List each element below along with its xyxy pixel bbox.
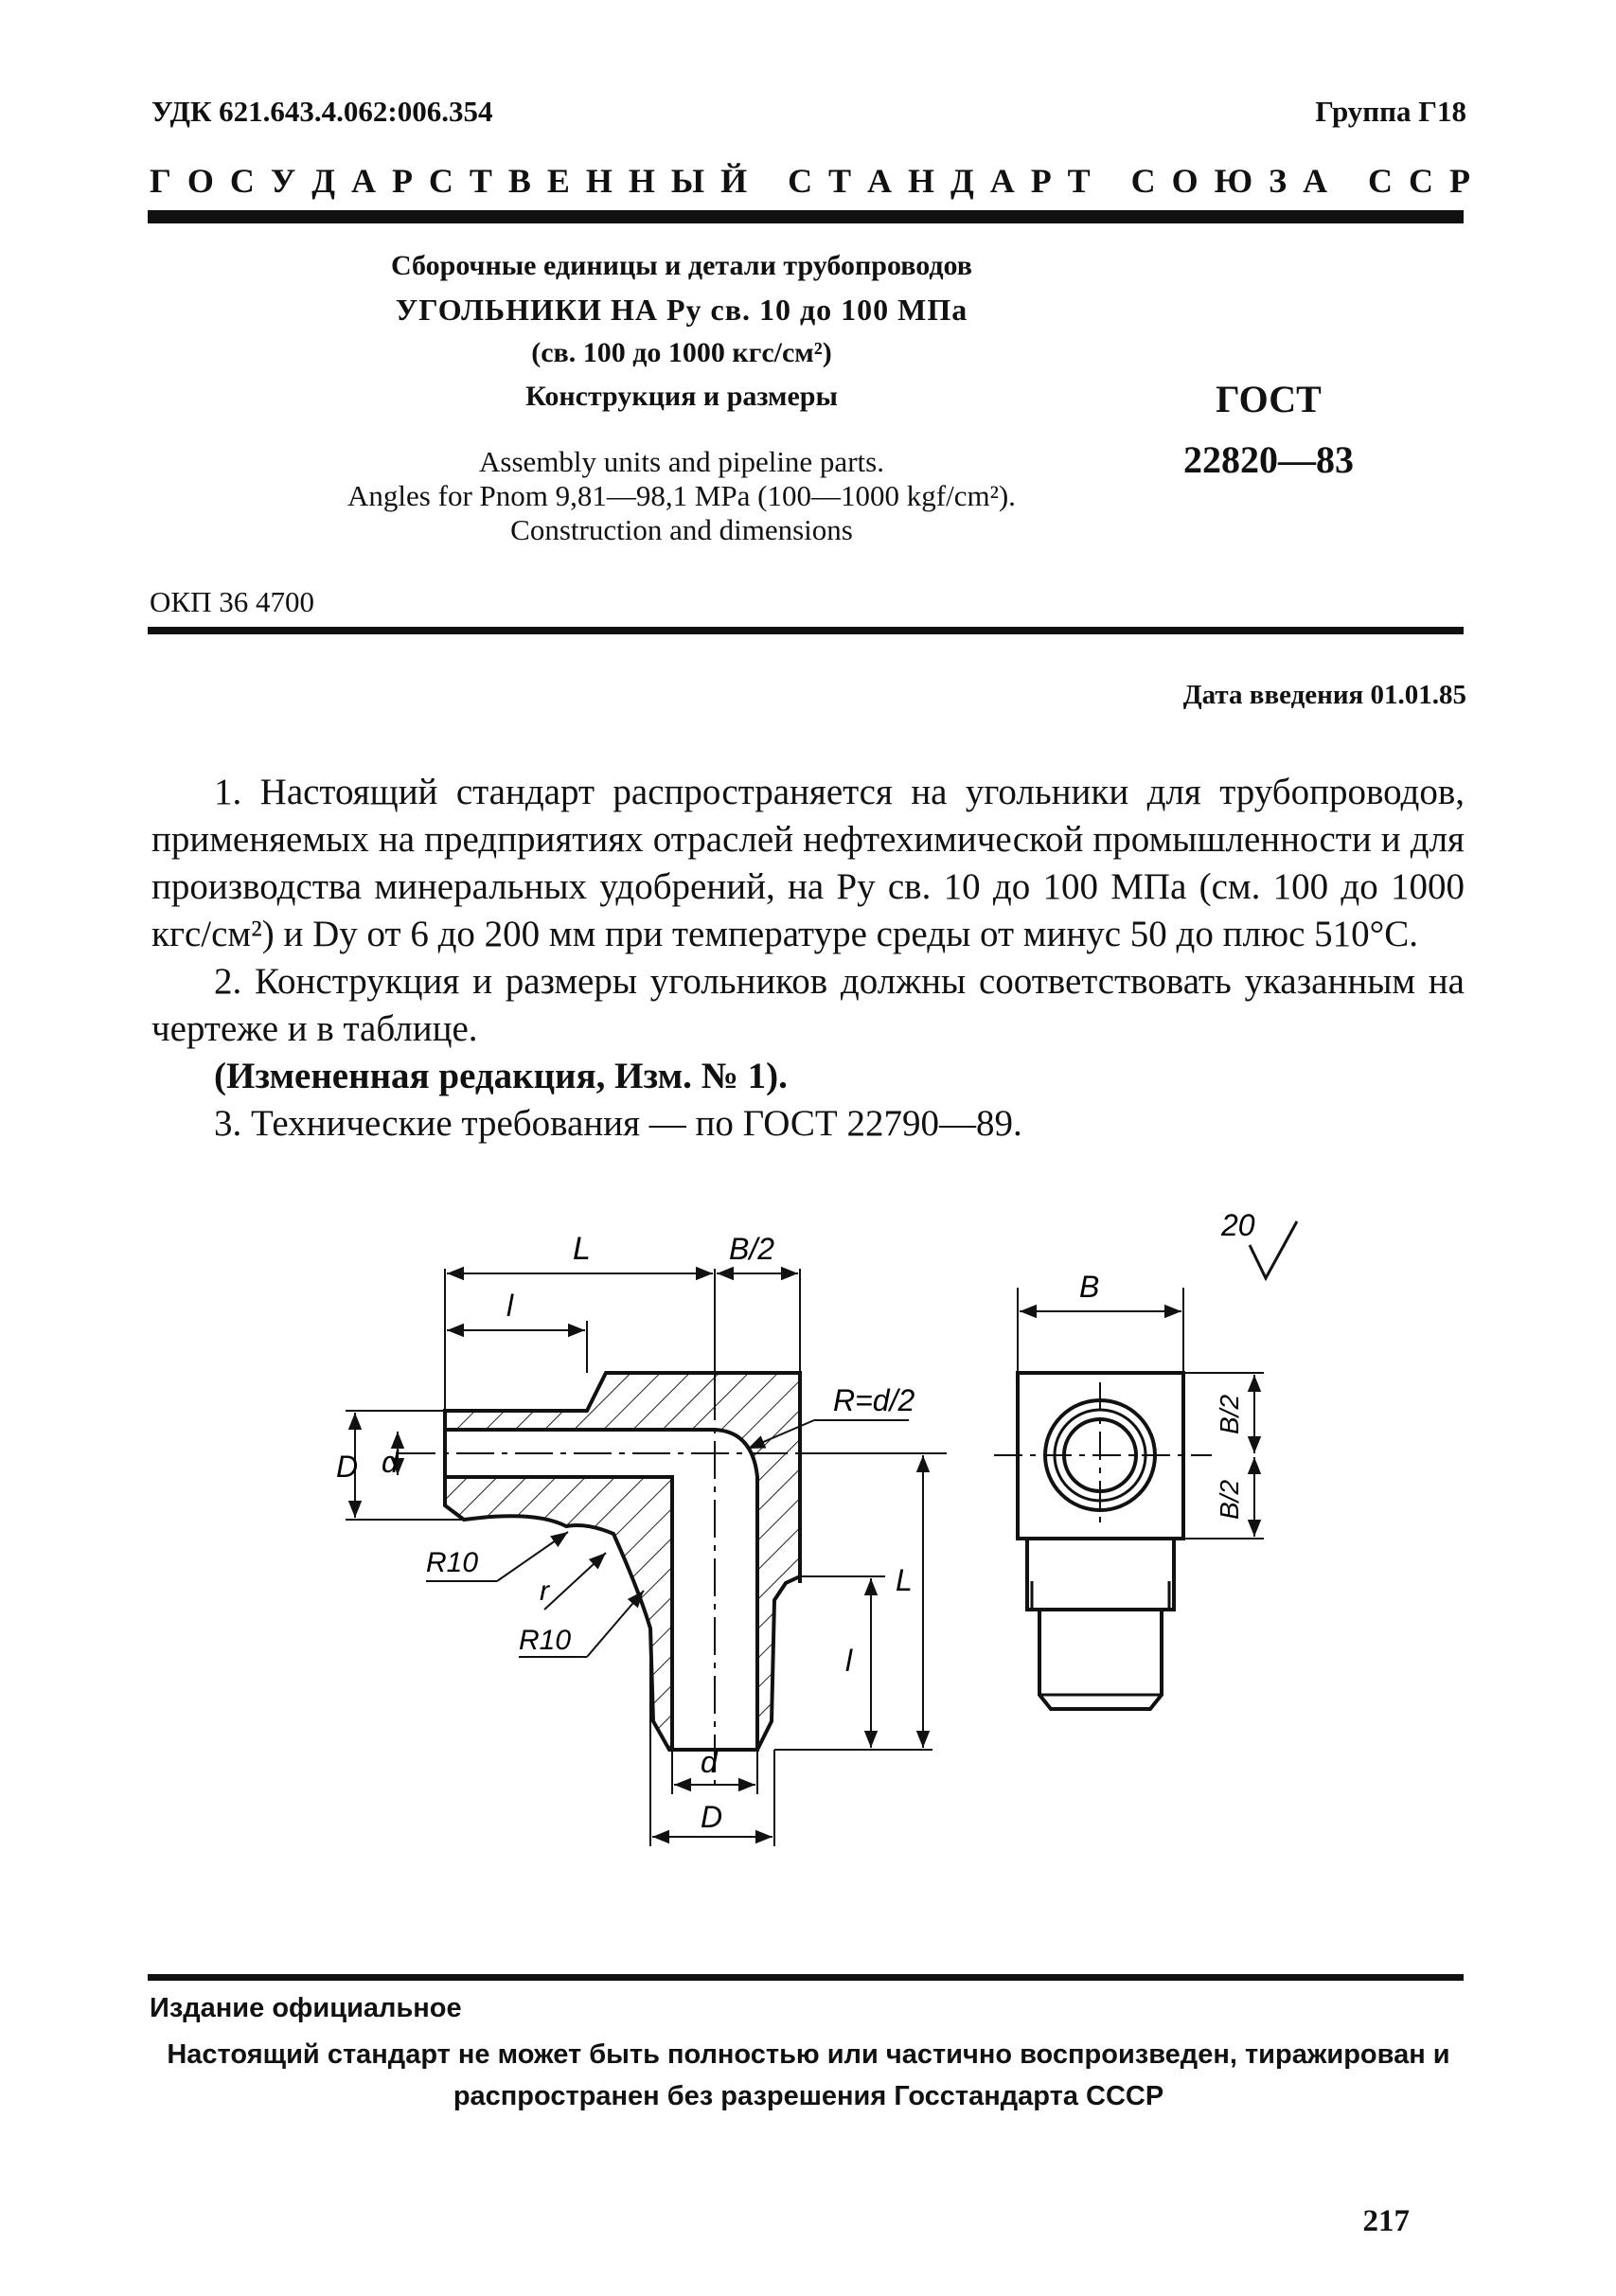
- title-rule: [148, 627, 1464, 634]
- heading-letter: Р: [1448, 162, 1470, 200]
- label-D-left: D: [336, 1450, 359, 1484]
- footer-rule: [148, 1974, 1464, 1981]
- paragraph-3: 3. Технические требования — по ГОСТ 22790—89.: [214, 1103, 1022, 1144]
- label-B2-lower: B/2: [1215, 1479, 1244, 1520]
- label-L-right: L: [896, 1563, 913, 1597]
- label-l-right: l: [845, 1644, 853, 1678]
- heading-letter: Р: [391, 162, 413, 200]
- label-d-bottom: d: [701, 1745, 718, 1779]
- heading-letter: З: [1269, 162, 1287, 200]
- heading-letter: Н: [908, 162, 935, 200]
- label-R10-upper: R10: [426, 1547, 479, 1578]
- official-edition: Издание официальное: [150, 1993, 462, 2023]
- roughness-symbol: [1220, 1208, 1297, 1278]
- title-line-1: Сборочные единицы и детали трубопроводов: [391, 250, 972, 281]
- heading-letter: Ы: [670, 162, 705, 200]
- heading-letter: [1343, 161, 1352, 201]
- heading-letter: Т: [469, 162, 492, 200]
- label-R10-lower: R10: [519, 1625, 572, 1656]
- heading-letter: [763, 161, 772, 201]
- heading-letter: Й: [720, 162, 748, 200]
- amendment-note: (Измененная редакция, Изм. № 1).: [214, 1056, 788, 1096]
- dim-radii: [426, 1532, 644, 1657]
- heading-letter: О: [186, 162, 214, 200]
- label-B2-top: B/2: [729, 1232, 775, 1266]
- okp-code: ОКП 36 4700: [150, 585, 314, 618]
- heading-letter: Т: [1067, 162, 1091, 200]
- heading-letter: Е: [546, 162, 570, 200]
- gost-number: 22820—83: [1183, 438, 1354, 481]
- title-block: [151, 244, 1212, 418]
- page-number: 217: [1362, 2204, 1410, 2238]
- state-standard-heading: [150, 161, 1470, 201]
- side-view: [994, 1270, 1264, 1709]
- heading-letter: У: [270, 162, 296, 200]
- label-R-half-d: R=d/2: [833, 1383, 915, 1417]
- heading-letter: С: [788, 162, 813, 200]
- english-line-3: Construction and dimensions: [510, 513, 853, 546]
- udk-code: УДК 621.643.4.062:006.354: [151, 95, 493, 128]
- label-r: r: [540, 1575, 549, 1607]
- english-title: [151, 445, 1212, 547]
- label-L: L: [573, 1231, 591, 1267]
- copyright-notice: Настоящий стандарт не может быть полностью или частично воспроизведен, тиражирован и распространен без разрешения Госстандарта СССР: [167, 2039, 1450, 2111]
- heading-letter: А: [989, 162, 1015, 200]
- elbow-section: [445, 1373, 800, 1750]
- body-text: [151, 769, 1465, 1148]
- heading-letter: В: [507, 162, 531, 200]
- label-D-bottom: D: [701, 1800, 723, 1834]
- heading-letter: Д: [311, 162, 335, 200]
- label-B2-upper: B/2: [1215, 1394, 1244, 1434]
- heading-letter: О: [1171, 162, 1199, 200]
- dim-l-top: [447, 1289, 587, 1373]
- title-line-2: УГОЛЬНИКИ НА Pу св. 10 до 100 МПа: [395, 293, 968, 327]
- label-B: B: [1079, 1270, 1100, 1304]
- english-line-2: Angles for Pnom 9,81—98,1 MPa (100—1000 kgf/cm²).: [347, 479, 1016, 512]
- heading-letter: А: [350, 162, 376, 200]
- title-line-3: (св. 100 до 1000 кгс/см²): [531, 337, 832, 368]
- title-line-4: Конструкция и размеры: [525, 381, 838, 412]
- technical-drawing: [0, 1184, 1616, 1865]
- heading-letter: С: [1408, 162, 1433, 200]
- label-d-left: d: [382, 1445, 399, 1479]
- paragraph-2: 2. Конструкция и размеры угольников должны соответствовать указанным на чертеже и в таблице.: [151, 961, 1465, 1049]
- heading-letter: Н: [585, 162, 613, 200]
- heading-letter: [1107, 161, 1115, 201]
- heading-letter: А: [1303, 162, 1328, 200]
- english-line-1: Assembly units and pipeline parts.: [479, 445, 884, 478]
- label-roughness: 20: [1221, 1208, 1255, 1242]
- heading-letter: А: [867, 162, 893, 200]
- gost-label: ГОСТ: [1216, 378, 1322, 420]
- heading-letter: С: [1130, 162, 1156, 200]
- heading-letter: Г: [150, 162, 171, 200]
- heading-letter: С: [229, 162, 255, 200]
- gost-designation: [1127, 369, 1411, 490]
- header-rule: [148, 210, 1464, 223]
- group-code: Группа Г18: [1315, 95, 1466, 128]
- heading-letter: С: [1368, 162, 1394, 200]
- heading-letter: С: [428, 162, 453, 200]
- heading-letter: Р: [1030, 162, 1052, 200]
- heading-letter: Н: [628, 162, 655, 200]
- heading-letter: Ю: [1214, 162, 1253, 200]
- label-l-top: l: [506, 1289, 514, 1323]
- intro-date: Дата введения 01.01.85: [1182, 680, 1466, 710]
- paragraph-1: 1. Настоящий стандарт распространяется на угольники для трубопроводов, применяемых на предприятиях отраслей нефтехимической промышленности и для производства минеральных удобрений, на Pу св. 10 до 100 МПа (см. 100 до 1000 кгс/см²) и Dу от 6 до 200 мм при температуре среды от минус 50 до плюс 510°С.: [151, 772, 1465, 954]
- heading-letter: Д: [950, 162, 974, 200]
- heading-letter: Т: [828, 162, 852, 200]
